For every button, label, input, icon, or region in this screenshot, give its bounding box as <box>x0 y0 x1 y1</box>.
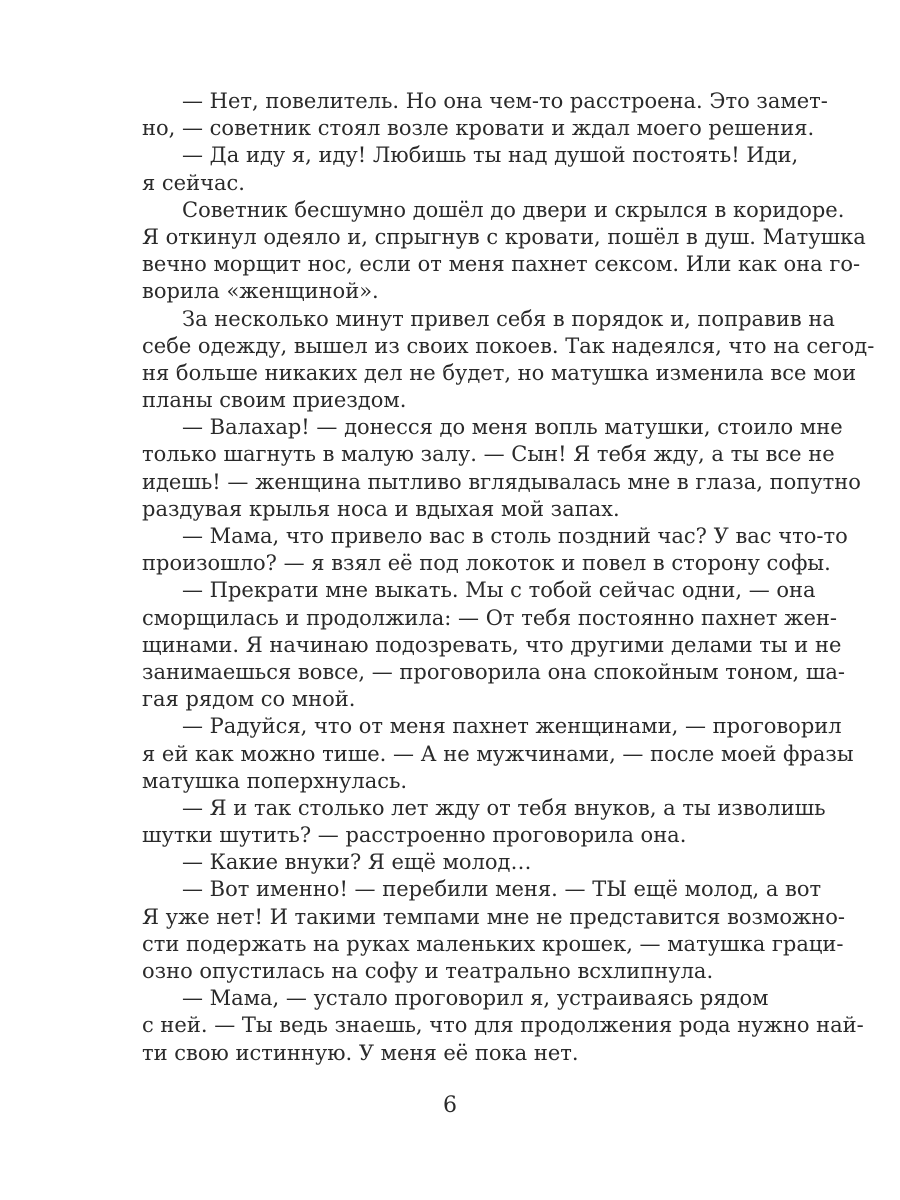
page-text <box>142 88 875 1067</box>
page-number: 6 <box>443 1093 457 1118</box>
text-line: идешь! — женщина пытливо вглядывалась мне в глаза, попутно <box>142 469 861 494</box>
text-line: но, — советник стоял возле кровати и ждал моего решения. <box>142 116 815 141</box>
text-line: ти свою истинную. У меня её пока нет. <box>142 1040 579 1065</box>
text-line: — Я и так столько лет жду от тебя внуков, а ты изволишь <box>182 795 826 820</box>
text-line: только шагнуть в малую залу. — Сын! Я тебя жду, а ты все не <box>142 442 835 467</box>
text-line: озно опустилась на софу и театрально всхлипнула. <box>142 959 714 983</box>
text-line: — Да иду я, иду! Любишь ты над душой постоять! Иди, <box>182 143 799 168</box>
text-line: раздувая крылья носа и вдыхая мой запах. <box>142 496 620 521</box>
text-line: — Какие внуки? Я ещё молод… <box>182 850 532 875</box>
text-line: — Вот именно! — перебили меня. — ТЫ ещё молод, а вот <box>182 877 822 902</box>
text-line: — Мама, что привело вас в столь поздний час? У вас что-то <box>182 524 848 548</box>
text-line: я ей как можно тише. — А не мужчинами, — после моей фразы <box>142 741 854 766</box>
text-line: ворила «женщиной». <box>142 279 379 304</box>
text-line: — Радуйся, что от меня пахнет женщинами, — проговорил <box>182 714 842 739</box>
text-line: гая рядом со мной. <box>142 687 356 712</box>
text-line: сти подержать на руках маленьких крошек, — матушка граци- <box>142 931 844 956</box>
text-line: шутки шутить? — расстроенно проговорила она. <box>142 823 687 848</box>
text-line: себе одежду, вышел из своих покоев. Так надеялся, что на сегод- <box>142 333 875 358</box>
text-line: — Нет, повелитель. Но она чем-то расстроена. Это замет- <box>182 89 828 113</box>
text-line: матушка поперхнулась. <box>142 768 408 793</box>
text-line: с ней. — Ты ведь знаешь, что для продолжения рода нужно най- <box>142 1013 864 1038</box>
text-line: вечно морщит нос, если от меня пахнет сексом. Или как она го- <box>142 252 861 277</box>
text-line: сморщилась и продолжила: — От тебя постоянно пахнет жен- <box>142 605 837 630</box>
text-line: Советник бесшумно дошёл до двери и скрылся в коридоре. <box>182 197 845 222</box>
text-line: — Прекрати мне выкать. Мы с тобой сейчас одни, — она <box>182 578 816 603</box>
text-line: я сейчас. <box>142 170 245 195</box>
text-line: — Валахар! — донесся до меня вопль матушки, стоило мне <box>182 415 843 440</box>
text-line: За несколько минут привел себя в порядок и, поправив на <box>182 306 835 331</box>
text-line: Я откинул одеяло и, спрыгнув с кровати, пошёл в душ. Матушка <box>142 224 866 249</box>
text-line: планы своим приездом. <box>142 388 407 413</box>
text-line: Я уже нет! И такими темпами мне не представится возможно- <box>142 904 846 929</box>
text-line: занимаешься вовсе, — проговорила она спокойным тоном, ша- <box>142 659 846 684</box>
text-line: щинами. Я начинаю подозревать, что другими делами ты и не <box>142 632 842 657</box>
text-line: произошло? — я взял её под локоток и повел в сторону софы. <box>142 551 831 576</box>
text-line: — Мама, — устало проговорил я, устраиваясь рядом <box>182 986 769 1011</box>
text-line: ня больше никаких дел не будет, но матушка изменила все мои <box>142 360 857 385</box>
